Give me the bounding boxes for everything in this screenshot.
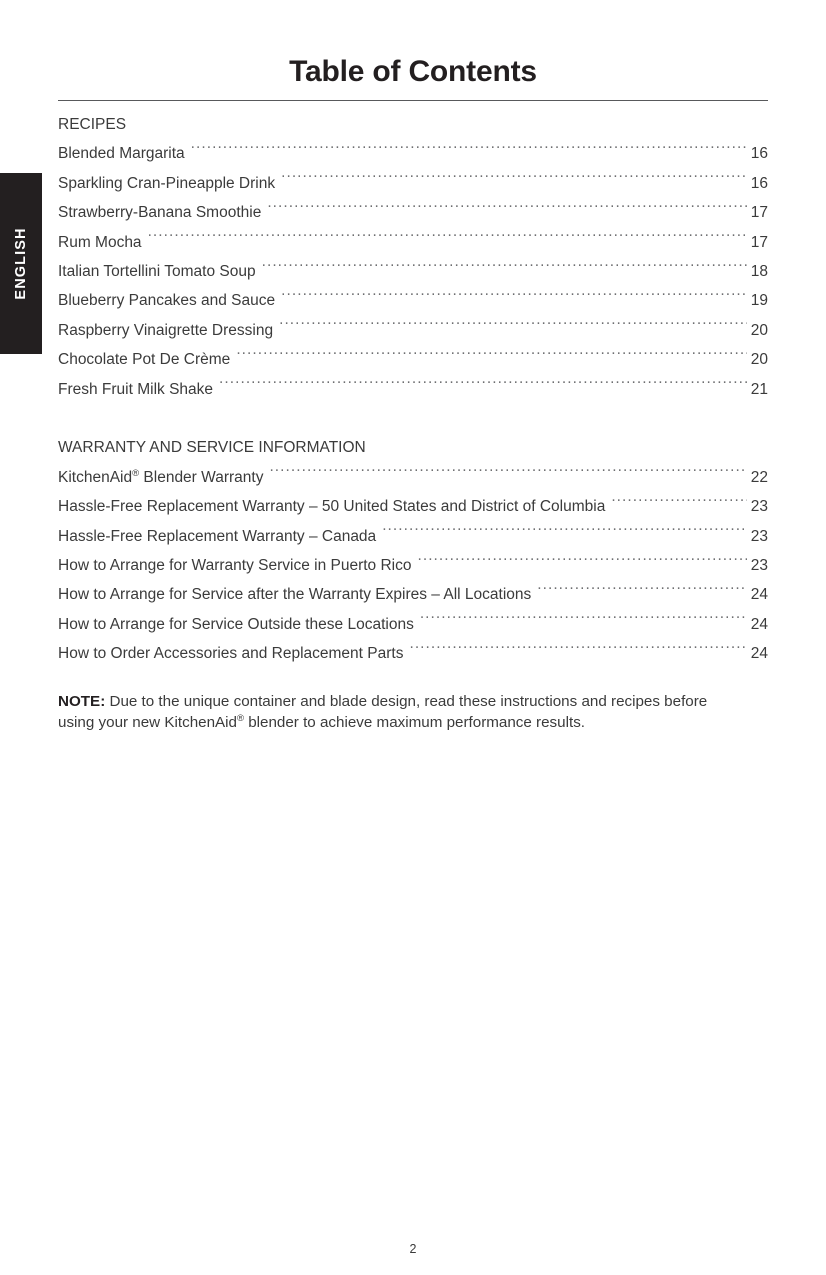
registered-trademark-icon: ® <box>236 712 244 724</box>
toc-entry-page: 19 <box>750 292 768 310</box>
toc-entry[interactable] <box>58 169 768 198</box>
toc-entry-label-text: KitchenAid <box>58 468 133 486</box>
toc-leader-dots <box>267 202 747 218</box>
toc-leader-dots <box>279 319 747 335</box>
toc-entry-page: 24 <box>750 615 768 633</box>
toc-leader-dots <box>281 290 747 306</box>
toc-entry[interactable] <box>58 316 768 345</box>
toc-entry-page: 18 <box>750 263 768 281</box>
toc-entry-label: How to Arrange for Service Outside these Locations <box>58 615 414 633</box>
toc-entry-page: 20 <box>750 351 768 369</box>
toc-entry[interactable] <box>58 257 768 286</box>
toc-entry[interactable] <box>58 610 768 639</box>
toc-entry-page: 21 <box>750 380 768 398</box>
toc-entry-page: 16 <box>750 174 768 192</box>
toc-entry-label: Raspberry Vinaigrette Dressing <box>58 321 274 339</box>
toc-entry[interactable] <box>58 639 768 668</box>
toc-leader-dots <box>269 466 747 482</box>
toc-section-warranty <box>58 433 768 668</box>
toc-leader-dots <box>382 525 747 541</box>
toc-leader-dots <box>537 584 747 600</box>
page-title: Table of Contents <box>289 55 537 88</box>
toc-entry-page: 17 <box>750 204 768 222</box>
toc-leader-dots <box>409 643 747 659</box>
toc-entry[interactable] <box>58 198 768 227</box>
section-heading-warranty: WARRANTY AND SERVICE INFORMATION <box>58 439 366 457</box>
toc-entry-label: Blended Margarita <box>58 145 185 163</box>
registered-trademark-icon: ® <box>132 467 140 479</box>
toc-entry[interactable] <box>58 139 768 168</box>
toc-entry-label: Rum Mocha <box>58 233 142 251</box>
toc-entry[interactable] <box>58 580 768 609</box>
toc-entry-label: Strawberry-Banana Smoothie <box>58 204 262 222</box>
toc-entry[interactable] <box>58 286 768 315</box>
toc-entry[interactable] <box>58 228 768 257</box>
toc-leader-dots <box>191 143 747 159</box>
language-tab-english <box>0 173 42 354</box>
toc-entry-label: Hassle-Free Replacement Warranty – Canada <box>58 527 377 545</box>
note-text-part1: Due to the unique container and blade design, read these instructions and recipes before using your new KitchenAid <box>58 692 708 731</box>
toc-entry-label-suffix: Blender Warranty <box>139 468 264 486</box>
toc-leader-dots <box>611 496 747 512</box>
toc-entry-label: Blueberry Pancakes and Sauce <box>58 292 276 310</box>
toc-entry[interactable] <box>58 345 768 374</box>
toc-entry[interactable] <box>58 375 768 404</box>
toc-entry-label: Italian Tortellini Tomato Soup <box>58 263 256 281</box>
toc-entry-page: 16 <box>750 145 768 163</box>
toc-leader-dots <box>417 555 747 571</box>
toc-entry-label: How to Arrange for Service after the Warranty Expires – All Locations <box>58 586 532 604</box>
toc-leader-dots <box>219 378 747 394</box>
toc-entry-page: 22 <box>750 468 768 486</box>
table-of-contents <box>58 110 768 669</box>
page-number-footer: 2 <box>409 1242 417 1256</box>
toc-entry-label: How to Order Accessories and Replacement Parts <box>58 645 404 663</box>
toc-leader-dots <box>236 349 747 365</box>
section-heading-recipes: RECIPES <box>58 116 127 133</box>
toc-leader-dots <box>281 172 747 188</box>
toc-entry[interactable] <box>58 463 768 492</box>
toc-entry-label: Hassle-Free Replacement Warranty – 50 United States and District of Columbia <box>58 498 606 516</box>
toc-entry-page: 17 <box>750 233 768 251</box>
note-text-part2: blender to achieve maximum performance results. <box>243 713 586 731</box>
toc-entry-label: Chocolate Pot De Crème <box>58 351 231 369</box>
toc-entry-page: 24 <box>750 586 768 604</box>
toc-section-recipes <box>58 110 768 404</box>
toc-leader-dots <box>420 613 747 629</box>
toc-entry-label: Fresh Fruit Milk Shake <box>58 380 214 398</box>
title-divider <box>58 100 768 101</box>
toc-entry-page: 23 <box>750 527 768 545</box>
toc-entry-label <box>58 463 268 492</box>
toc-entry[interactable] <box>58 522 768 551</box>
language-tab-label: ENGLISH <box>13 227 29 300</box>
note-label: NOTE: <box>58 692 106 710</box>
toc-entry-page: 23 <box>750 557 768 575</box>
toc-entry-label: How to Arrange for Warranty Service in Puerto Rico <box>58 557 412 575</box>
toc-entry-page: 20 <box>750 321 768 339</box>
note-paragraph <box>58 692 730 734</box>
toc-entry-page: 23 <box>750 498 768 516</box>
toc-entry[interactable] <box>58 492 768 521</box>
section-spacer <box>58 404 768 433</box>
toc-leader-dots <box>148 231 747 247</box>
page-content <box>58 0 768 748</box>
toc-leader-dots <box>262 261 747 277</box>
toc-entry-page: 24 <box>750 645 768 663</box>
toc-entry-label: Sparkling Cran-Pineapple Drink <box>58 174 276 192</box>
toc-entry[interactable] <box>58 551 768 580</box>
